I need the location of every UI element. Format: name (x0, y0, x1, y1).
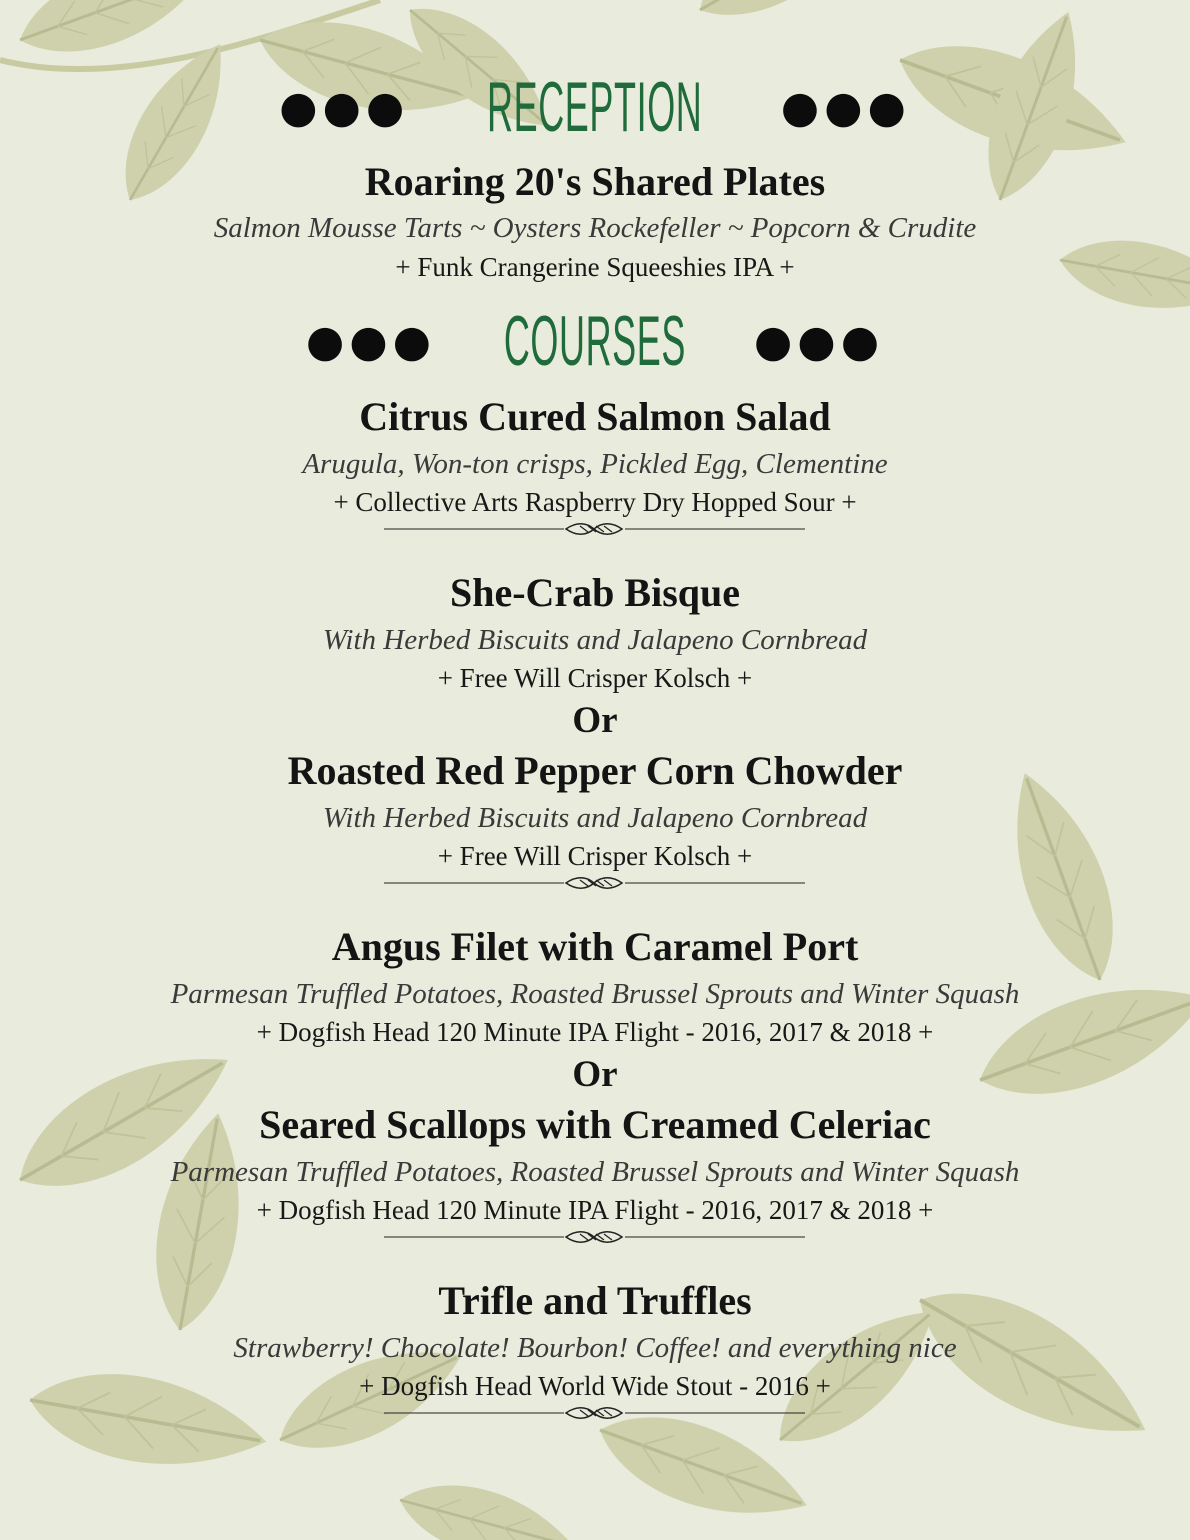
section-title-reception: RECEPTION (487, 67, 703, 148)
dish-description: Salmon Mousse Tarts ~ Oysters Rockefeller ~ Popcorn & Crudite (213, 212, 977, 244)
beer-pairing: + Dogfish Head 120 Minute IPA Flight - 2016, 2017 & 2018 + (256, 1195, 934, 1225)
scroll-flourish-icon (384, 1406, 805, 1420)
dish-description: Arugula, Won-ton crisps, Pickled Egg, Clementine (302, 448, 888, 480)
dish-name: Seared Scallops with Creamed Celeriac (259, 1102, 931, 1147)
or-separator: Or (572, 1054, 618, 1095)
scroll-flourish-icon (384, 522, 805, 536)
dish-name: Trifle and Truffles (438, 1278, 752, 1323)
dish-description: Parmesan Truffled Potatoes, Roasted Brussel Sprouts and Winter Squash (170, 1156, 1020, 1188)
dish-name: Citrus Cured Salmon Salad (359, 394, 831, 439)
beer-pairing: + Funk Crangerine Squeeshies IPA + (395, 252, 795, 282)
dish-description: With Herbed Biscuits and Jalapeno Cornbread (322, 802, 868, 834)
dots-right: ●●● (753, 316, 885, 367)
section-title-courses: COURSES (503, 301, 687, 382)
dish-description: With Herbed Biscuits and Jalapeno Cornbread (322, 624, 868, 656)
scroll-flourish-icon (384, 876, 805, 890)
beer-pairing: + Free Will Crisper Kolsch + (437, 841, 753, 871)
dish-description: Strawberry! Chocolate! Bourbon! Coffee! and everything nice (233, 1332, 957, 1364)
beer-pairing: + Dogfish Head 120 Minute IPA Flight - 2016, 2017 & 2018 + (256, 1017, 934, 1047)
dots-left: ●●● (305, 316, 437, 367)
scroll-flourish-icon (384, 1230, 805, 1244)
dish-name: Angus Filet with Caramel Port (331, 924, 859, 969)
beer-pairing: + Free Will Crisper Kolsch + (437, 663, 753, 693)
dots-left: ●●● (279, 82, 410, 133)
beer-pairing: + Collective Arts Raspberry Dry Hopped Sour + (333, 487, 857, 517)
dish-description: Parmesan Truffled Potatoes, Roasted Brussel Sprouts and Winter Squash (170, 978, 1020, 1010)
dots-right: ●●● (780, 82, 911, 133)
courses-header (0, 302, 1190, 382)
dish-name: Roasted Red Pepper Corn Chowder (287, 748, 903, 793)
reception-header (0, 68, 1190, 148)
or-separator: Or (572, 700, 618, 741)
dish-name: Roaring 20's Shared Plates (364, 159, 826, 204)
dish-name: She-Crab Bisque (449, 570, 741, 615)
beer-pairing: + Dogfish Head World Wide Stout - 2016 + (359, 1371, 831, 1401)
